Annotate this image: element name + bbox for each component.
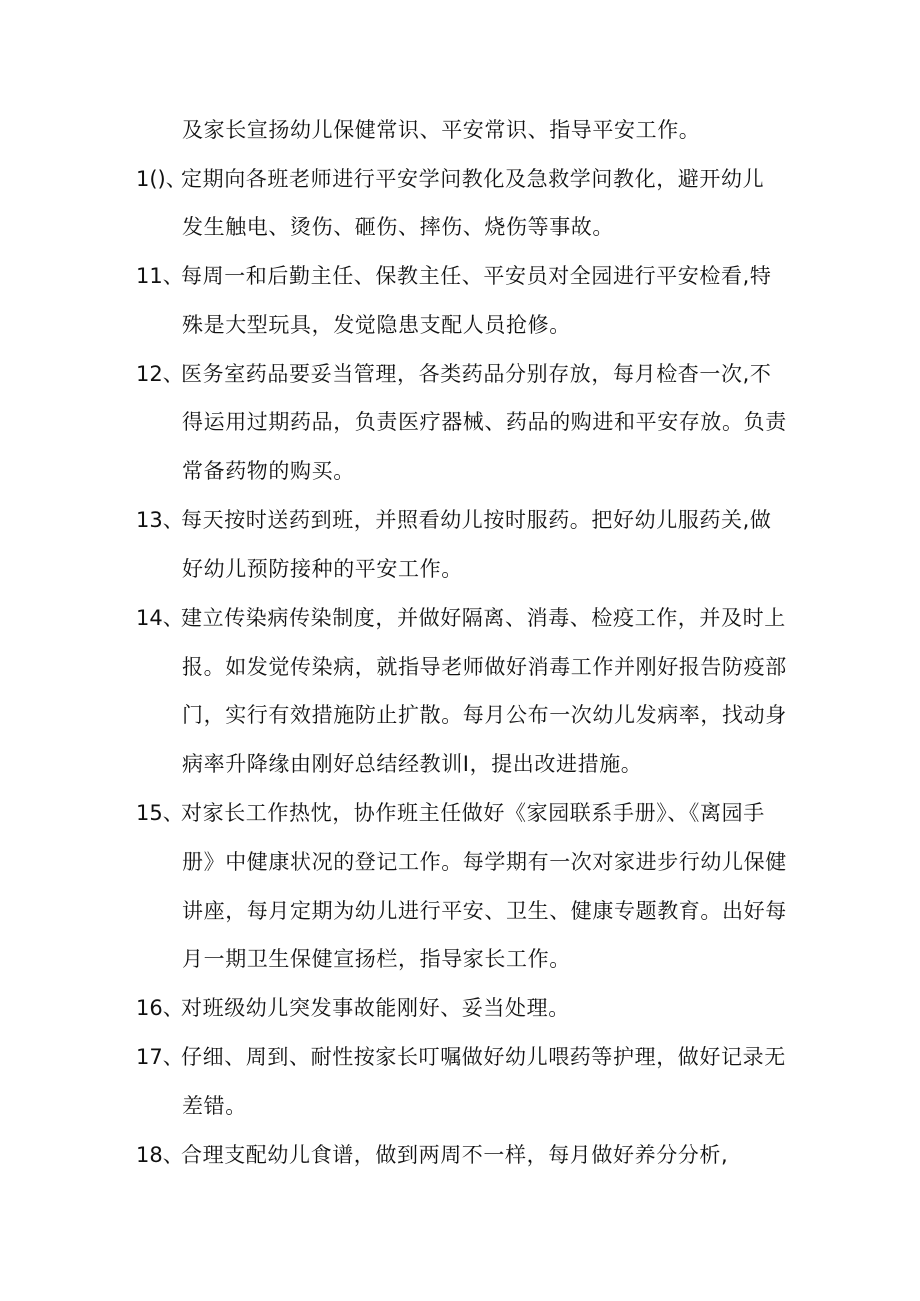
item-continuation: 好幼儿预防接种的平安工作。 [182, 557, 463, 581]
item-text: 仔细、周到、耐性按家长叮嘱做好幼儿喂药等护理，做好记录无 [181, 1045, 786, 1069]
item-text: 定期向各班老师进行平安学问教化及急救学问教化，避开幼儿 [181, 167, 765, 191]
continuation-line: 及家长宣扬幼儿保健常识、平安常识、指导平安工作。 [182, 118, 701, 142]
item-number: 11、 [136, 264, 184, 288]
item-number: 17、 [136, 1045, 184, 1069]
item-continuation: 月一期卫生保健宣扬栏，指导家长工作。 [182, 947, 571, 971]
item-continuation: 册》中健康状况的登记工作。每学期有一次对家进步行幼儿保健 [182, 850, 787, 874]
list-item [136, 165, 764, 193]
item-continuation: 差错。 [182, 1094, 247, 1118]
list-item [136, 1141, 728, 1169]
item-text: 对班级幼儿突发事故能刚好、妥当处理。 [181, 996, 570, 1020]
item-number: 14、 [136, 606, 184, 630]
item-continuation: 得运用过期药品，负责医疗器械、药品的购进和平安存放。负责 [182, 410, 787, 434]
list-item [136, 506, 771, 534]
item-continuation: 发生触电、烫伤、砸伤、摔伤、烧伤等事故。 [182, 215, 614, 239]
item-continuation: 病率升降缘由刚好总结经教训I，提出改进措施。 [182, 752, 643, 776]
list-item [136, 360, 771, 388]
item-number: 12、 [136, 362, 184, 386]
item-text: 对家长工作热忱，协作班主任做好《家园联系手册》、《离园手 [181, 801, 765, 825]
item-continuation: 报。如发觉传染病，就指导老师做好消毒工作并刚好报告防疫部 [182, 655, 787, 679]
item-continuation: 讲座，每月定期为幼儿进行平安、卫生、健康专题教育。出好每 [182, 899, 787, 923]
list-item [136, 262, 771, 290]
item-continuation: 殊是大型玩具，发觉隐患支配人员抢修。 [182, 313, 571, 337]
item-text: 每天按时送药到班，并照看幼儿按时服药。把好幼儿服药关,做 [181, 508, 772, 532]
item-number: 15、 [136, 801, 184, 825]
item-number: 13、 [136, 508, 184, 532]
list-item [136, 1043, 786, 1071]
list-item [136, 994, 570, 1022]
item-continuation: 门，实行有效措施防止扩散。每月公布一次幼儿发病率，找动身 [182, 703, 787, 727]
item-number: 18、 [136, 1143, 184, 1167]
item-number: 1()、 [136, 167, 187, 191]
list-item [136, 604, 786, 632]
list-item [136, 799, 765, 827]
item-text: 医务室药品要妥当管理，各类药品分别存放，每月检杳一次,不 [181, 362, 772, 386]
item-text: 建立传染病传染制度，并做好隔离、消毒、检疫工作，并及时上 [181, 606, 786, 630]
item-continuation: 常备药物的购买。 [182, 459, 355, 483]
item-text: 合理支配幼儿食谱，做到两周不一样，每月做好养分分析, [181, 1143, 729, 1167]
item-text: 每周一和后勤主任、保教主任、平安员对全园进行平安检看,特 [181, 264, 772, 288]
item-number: 16、 [136, 996, 184, 1020]
